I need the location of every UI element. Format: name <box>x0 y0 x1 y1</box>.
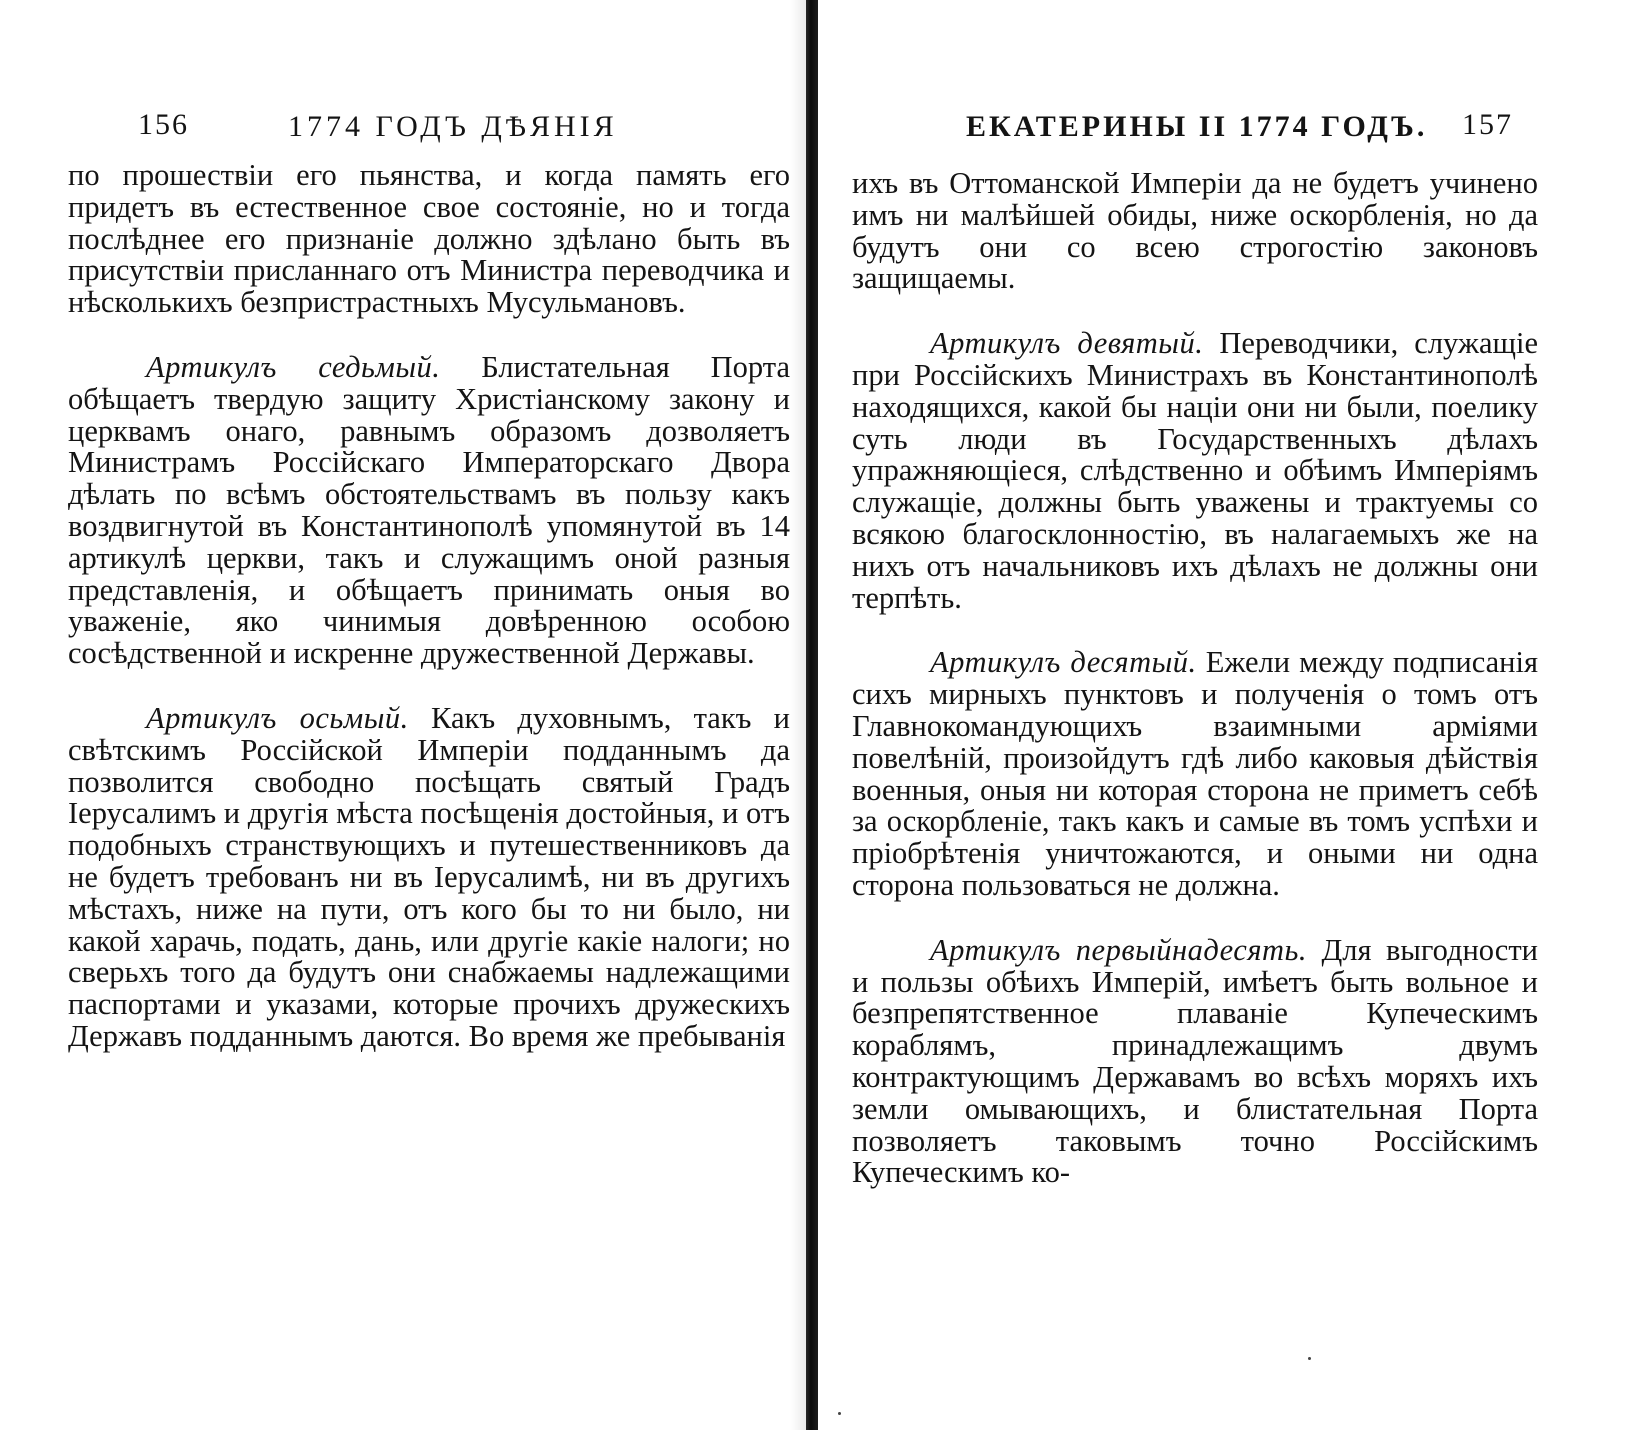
article-label: Артикулъ седьмый. <box>146 349 441 384</box>
paragraph-text: ихъ въ Оттоманской Имперіи да не будетъ учинено имъ ни малѣйшей обиды, ниже оскорбленія, но да будутъ они со всею строгостію законовъ защищаемы. <box>852 166 1538 296</box>
right-page-body <box>852 168 1538 1189</box>
paper-speck <box>1308 1357 1311 1360</box>
article-label: Артикулъ десятый. <box>930 645 1197 680</box>
article-paragraph <box>852 932 1538 1190</box>
article-label: Артикулъ осьмый. <box>146 700 409 735</box>
paragraph-text: Ежели между подписанія сихъ мирныхъ пунктовъ и полученія о томъ отъ Главнокомандующихъ взаимными арміями повелѣній, произойдутъ гдѣ либо каковыя дѣйствія военныя, оныя ни которая сторона не приметъ себѣ за оскорбленіе, такъ какъ и самые въ томъ успѣхи и пріобрѣтенія уничтожаются, и оными ни одна сторона пользоваться не должна. <box>852 645 1538 902</box>
page-number: 157 <box>1462 108 1513 141</box>
right-page <box>850 0 1550 1430</box>
paragraph-text: Какъ духовнымъ, такъ и свѣтскимъ Россійской Имперіи подданнымъ да позволится свободно посѣщать святый Градъ Іерусалимъ и другія мѣста посѣщенія достойныя, и отъ подобныхъ странствующихъ и путешественниковъ да не будетъ требованъ ни въ Іерусалимѣ, ни въ другихъ мѣстахъ, ниже на пути, отъ кого бы то ни было, ни какой харачь, подать, дань, или другіе какіе налоги; но сверьхъ того да будутъ они снабжаемы надлежащими паспортами и указами, которые прочихъ дружескихъ Державъ подданнымъ даются. Во время же пребыванія <box>68 700 790 1053</box>
article-paragraph <box>852 647 1538 901</box>
left-page <box>60 0 795 1430</box>
running-head-title: 1774 ГОДЪ ДѢЯНІЯ <box>288 110 618 143</box>
paragraph-text: Переводчики, служащіе при Россійскихъ Министрахъ въ Константинополѣ находящихся, какой бы націи они ни были, поелику суть люди въ Государственныхъ дѣлахъ упражняющіеся, слѣдственно и обѣимъ Имперіямъ служащіе, должны быть уважены и трактуемы со всякою благосклонностію, въ налагаемыхъ же на нихъ отъ начальниковъ ихъ дѣлахъ не должны они терпѣть. <box>852 326 1538 615</box>
page-number: 156 <box>138 108 189 141</box>
article-label: Артикулъ девятый. <box>930 326 1204 361</box>
book-gutter <box>806 0 818 1430</box>
article-paragraph <box>852 328 1538 614</box>
paragraph-text: по прошествіи его пьянства, и когда память его придетъ въ естественное свое состояніе, но и тогда послѣднее его признаніе должно здѣлано быть въ присутствіи присланнаго отъ Министра переводчика и нѣсколькихъ безпристрастныхъ Мусульмановъ. <box>68 158 790 320</box>
article-paragraph <box>68 349 791 671</box>
paper-speck <box>838 1412 841 1415</box>
paragraph <box>68 160 790 319</box>
article-paragraph <box>68 700 790 1053</box>
paragraph <box>852 168 1538 295</box>
article-label: Артикулъ первыйнадесять. <box>930 932 1308 967</box>
paragraph-text: Блистательная Порта обѣщаетъ твердую защиту Христіанскому закону и церквамъ онаго, равнымъ образомъ дозволяетъ Министрамъ Россійскаго Императорскаго Двора дѣлать по всѣмъ обстоятельствамъ въ пользу какъ воздвигнутой въ Константинополѣ упомянутой въ 14 артикулѣ церкви, такъ и служащимъ оной разныя представленія, и обѣщаетъ принимать оныя во уваженіе, яко чинимыя довѣренною особою сосѣдственной и искренне дружественной Державы. <box>68 349 791 671</box>
paragraph-text: Для выгодности и пользы обѣихъ Имперій, имѣетъ быть вольное и безпрепятственное плаваніе Купеческимъ кораблямъ, принадлежащимъ двумъ контрактующимъ Державамъ во всѣхъ моряхъ ихъ земли омывающихъ, и блистательная Порта позволяетъ таковымъ точно Россійскимъ Купеческимъ ко- <box>852 932 1538 1190</box>
running-head-title: ЕКАТЕРИНЫ II 1774 ГОДЪ. <box>966 110 1428 143</box>
gutter-shadow <box>790 0 806 1430</box>
left-page-body <box>68 160 790 1053</box>
